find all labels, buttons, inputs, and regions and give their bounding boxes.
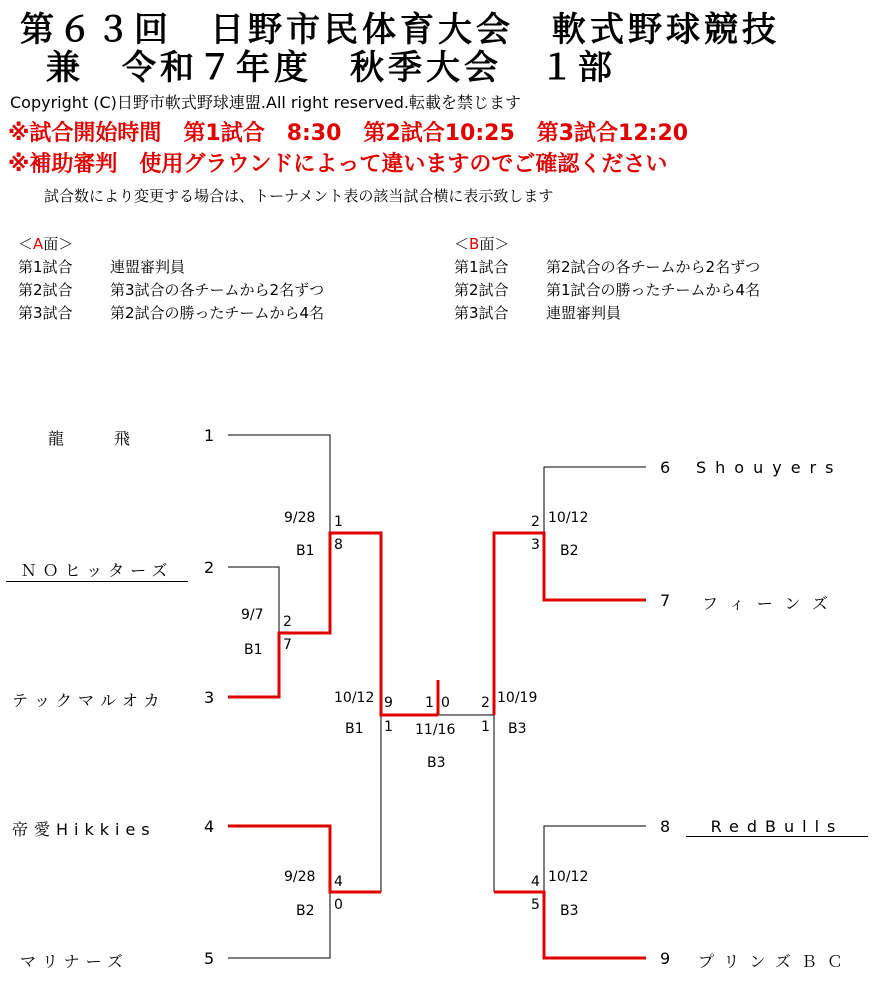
start-times-notice: ※試合開始時間 第1試合 8:30 第2試合10:25 第3試合12:20: [8, 121, 689, 146]
score-bottom: 3: [531, 537, 540, 553]
final-score-right: 0: [441, 695, 450, 711]
team-name: プリンズＢＣ: [698, 952, 853, 971]
team-seed: 2: [204, 558, 215, 577]
game-date: 10/12: [334, 690, 375, 706]
team-seed: 1: [204, 426, 215, 445]
score-top: 2: [481, 695, 490, 711]
game-date: 10/12: [548, 869, 589, 885]
team-seed: 3: [204, 688, 215, 707]
game-court: B3: [508, 721, 527, 737]
team-seed: 7: [660, 591, 671, 610]
game-court: B3: [560, 903, 579, 919]
game-date: 10/19: [497, 690, 538, 706]
win-path-team7: [494, 533, 646, 715]
win-path-team9: [494, 892, 646, 958]
final-score-left: 1: [425, 695, 434, 711]
game-court: B2: [560, 543, 579, 559]
line-team5: [228, 892, 330, 958]
final-date: 11/16: [415, 722, 456, 738]
team-name: マリナーズ: [20, 952, 129, 971]
game-court: B2: [296, 903, 315, 919]
legend-a-row: 第2試合 第3試合の各チームから2名ずつ: [18, 281, 325, 299]
score-bottom: 8: [334, 537, 343, 553]
bracket-lines-red: [228, 533, 646, 958]
game-court: B1: [244, 642, 263, 658]
umpire-notice: ※補助審判 使用グラウンドによって違いますのでご確認ください: [8, 152, 668, 177]
score-bottom: 1: [481, 719, 490, 735]
copyright-text: Copyright (C)日野市軟式野球連盟.All right reserved.転載を禁じます: [10, 93, 521, 112]
team-name: Shouyers: [696, 458, 843, 477]
team-name: テックマルオカ: [12, 691, 166, 710]
score-top: 9: [384, 695, 393, 711]
team-seed: 9: [660, 949, 671, 968]
team-seed: 4: [204, 817, 215, 836]
game-court: B1: [296, 543, 315, 559]
score-top: 4: [334, 874, 343, 890]
legend-b-row: 第2試合 第1試合の勝ったチームから4名: [454, 281, 761, 299]
team-name: フィーンズ: [702, 594, 840, 613]
team-name: RedBulls: [686, 817, 868, 837]
page-title-line1: 第６３回 日野市民体育大会 軟式野球競技: [20, 10, 780, 50]
score-top: 4: [531, 874, 540, 890]
game-date: 9/7: [241, 607, 264, 623]
team-seed: 5: [204, 949, 215, 968]
line-team2: [228, 567, 279, 633]
legend-a-row: 第3試合 第2試合の勝ったチームから4名: [18, 304, 325, 322]
score-bottom: 5: [531, 897, 540, 913]
legend-a-row: 第1試合 連盟審判員: [18, 258, 186, 276]
final-court: B3: [427, 755, 446, 771]
score-bottom: 0: [334, 897, 343, 913]
win-path-team3: [228, 533, 438, 715]
team-name: 帝愛Hikkies: [12, 820, 156, 839]
legend-b-header: ＜B面＞: [454, 235, 510, 253]
score-top: 2: [283, 614, 292, 630]
game-date: 9/28: [284, 510, 316, 526]
change-notice: 試合数により変更する場合は、トーナメント表の該当試合横に表示致します: [44, 187, 554, 205]
game-date: 9/28: [284, 869, 316, 885]
team-seed: 6: [660, 458, 671, 477]
game-date: 10/12: [548, 510, 589, 526]
score-bottom: 7: [283, 637, 292, 653]
team-seed: 8: [660, 817, 671, 836]
legend-a-header: ＜A面＞: [18, 235, 74, 253]
legend-b-row: 第1試合 第2試合の各チームから2名ずつ: [454, 258, 761, 276]
team-name: ＮＯヒッターズ: [6, 558, 188, 582]
legend-b-row: 第3試合 連盟審判員: [454, 304, 622, 322]
score-top: 1: [334, 514, 343, 530]
game-court: B1: [345, 721, 364, 737]
score-top: 2: [531, 514, 540, 530]
team-name: 龍 飛: [48, 429, 137, 448]
page-title-line2: 兼 令和７年度 秋季大会 １部: [46, 48, 616, 88]
score-bottom: 1: [384, 719, 393, 735]
